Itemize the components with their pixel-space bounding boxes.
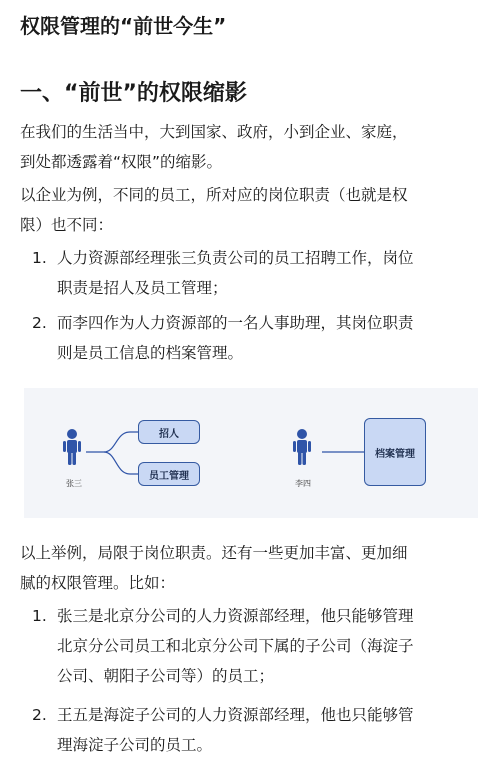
list-number: 1. bbox=[32, 607, 47, 625]
connector-line bbox=[104, 452, 138, 474]
list-item-line: 北京分公司员工和北京分公司下属的子公司（海淀子 bbox=[57, 637, 414, 655]
person-label-lisi: 李四 bbox=[295, 479, 311, 488]
list-item-line: 人力资源部经理张三负责公司的员工招聘工作，岗位 bbox=[57, 249, 414, 267]
paragraph-more-line1: 以上举例，局限于岗位职责。还有一些更加丰富、更加细 bbox=[20, 544, 408, 562]
list-item-line: 理海淀子公司的员工。 bbox=[57, 736, 213, 754]
paragraph-intro-line1: 在我们的生活当中，大到国家、政府，小到企业、家庭， bbox=[20, 123, 408, 141]
list-number: 2. bbox=[32, 314, 47, 332]
list-number: 1. bbox=[32, 249, 47, 267]
list-item-line: 王五是海淀子公司的人力资源部经理，他也只能够管 bbox=[57, 706, 414, 724]
section-heading: 一、“前世”的权限缩影 bbox=[20, 81, 247, 106]
recruit-box: 招人 bbox=[138, 420, 200, 444]
person-icon bbox=[63, 429, 81, 465]
permission-diagram bbox=[24, 388, 478, 518]
list-number: 2. bbox=[32, 706, 47, 724]
connector-line bbox=[86, 432, 138, 452]
employee-management-box: 员工管理 bbox=[138, 462, 200, 486]
list-item-line: 张三是北京分公司的人力资源部经理，他只能够管理 bbox=[57, 607, 414, 625]
paragraph-example-line2: 限）也不同： bbox=[20, 216, 114, 234]
person-icon bbox=[293, 429, 311, 465]
archive-management-box: 档案管理 bbox=[364, 418, 426, 486]
list-item-line: 则是员工信息的档案管理。 bbox=[57, 344, 244, 362]
list-item-line: 而李四作为人力资源部的一名人事助理，其岗位职责 bbox=[57, 314, 414, 332]
list-item-line: 公司、朝阳子公司等）的员工； bbox=[57, 667, 275, 685]
person-label-zhangsan: 张三 bbox=[66, 479, 82, 488]
paragraph-more-line2: 腻的权限管理。比如： bbox=[20, 574, 176, 592]
page-title: 权限管理的“前世今生” bbox=[20, 14, 227, 38]
paragraph-example-line1: 以企业为例，不同的员工，所对应的岗位职责（也就是权 bbox=[20, 186, 408, 204]
paragraph-intro-line2: 到处都透露着“权限”的缩影。 bbox=[20, 153, 223, 171]
list-item-line: 职责是招人及员工管理； bbox=[57, 279, 228, 297]
